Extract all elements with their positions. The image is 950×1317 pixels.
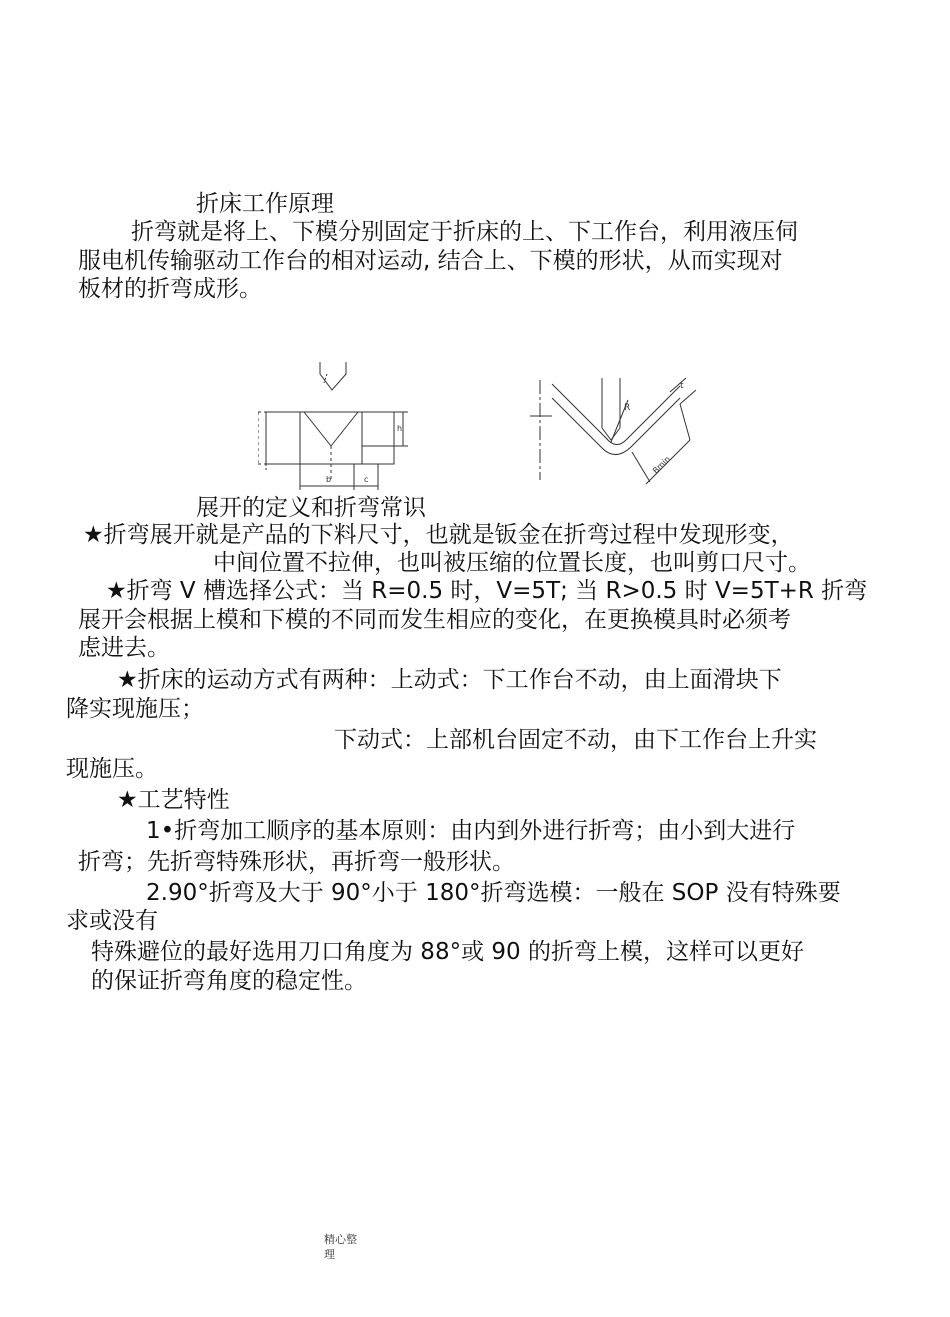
footer-note: 理 bbox=[324, 1248, 335, 1261]
paragraph-line: 折弯就是将上、下模分别固定于折床的上、下工作台，利用液压伺 bbox=[131, 219, 798, 245]
paragraph-line: 1•折弯加工顺序的基本原则：由内到外进行折弯；由小到大进行 bbox=[146, 818, 796, 844]
footer-note: 精心整 bbox=[324, 1233, 357, 1246]
paragraph-line: 服电机传输驱动工作台的相对运动, 结合上、下模的形状，从而实现对 bbox=[78, 248, 783, 274]
paragraph-line: 的保证折弯角度的稳定性。 bbox=[91, 968, 367, 994]
paragraph-line: 求或没有 bbox=[66, 908, 158, 934]
heading-press-brake-principle: 折床工作原理 bbox=[196, 191, 334, 217]
heading-process-characteristics: ★工艺特性 bbox=[117, 787, 230, 813]
star-item-line: 展开会根据上模和下模的不同而发生相应的变化，在更换模具时必须考 bbox=[78, 607, 791, 633]
bend-radius-diagram bbox=[530, 370, 705, 488]
paragraph-line: 板材的折弯成形。 bbox=[78, 276, 262, 302]
paragraph-line: 折弯；先折弯特殊形状，再折弯一般形状。 bbox=[78, 849, 515, 875]
label-c: c bbox=[364, 475, 369, 484]
star-item-line: 下动式：上部机台固定不动，由下工作台上升实 bbox=[334, 727, 817, 753]
star-item-line: ★折弯 V 槽选择公式：当 R=0.5 时，V=5T; 当 R>0.5 时 V=5T+R 折弯 bbox=[106, 578, 868, 604]
star-item-line: 现施压。 bbox=[66, 756, 158, 782]
star-item-line: ★折床的运动方式有两种：上动式：下工作台不动，由上面滑块下 bbox=[117, 667, 782, 693]
heading-unfold-definition: 展开的定义和折弯常识 bbox=[196, 495, 426, 521]
star-item-line: 虑进去。 bbox=[78, 635, 170, 661]
label-r: R bbox=[624, 403, 631, 413]
star-item-line: ★折弯展开就是产品的下料尺寸，也就是钣金在折弯过程中发现形变， bbox=[83, 522, 794, 548]
label-b: b bbox=[326, 475, 332, 484]
label-t: t bbox=[680, 381, 684, 391]
label-h: h bbox=[397, 424, 403, 433]
label-bmin: Bmin bbox=[651, 454, 672, 476]
star-item-line: 中间位置不拉伸，也叫被压缩的位置长度，也叫剪口尺寸。 bbox=[213, 550, 811, 576]
paragraph-line: 2.90°折弯及大于 90°小于 180°折弯选模：一般在 SOP 没有特殊要 bbox=[146, 880, 841, 906]
star-item-line: 降实现施压； bbox=[66, 696, 204, 722]
paragraph-line: 特殊避位的最好选用刀口角度为 88°或 90 的折弯上模，这样可以更好 bbox=[91, 939, 804, 965]
v-die-diagram bbox=[258, 360, 410, 492]
